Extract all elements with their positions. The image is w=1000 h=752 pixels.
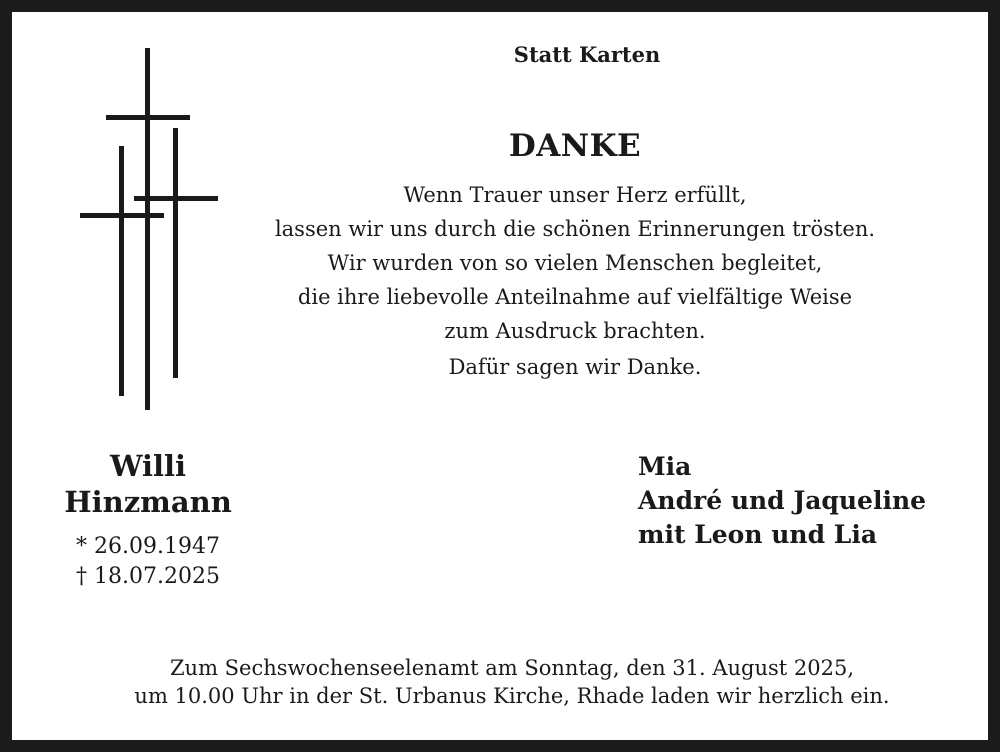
death-date: † 18.07.2025	[76, 564, 220, 589]
family-signature	[638, 450, 988, 552]
family-member: Mia	[638, 452, 692, 481]
deceased-last-name: Hinzmann	[64, 485, 232, 519]
family-member: André und Jaqueline	[638, 486, 927, 515]
verse-line: zum Ausdruck brachten.	[444, 319, 706, 343]
mass-notice	[12, 654, 1000, 710]
notice-line: Zum Sechswochenseelenamt am Sonntag, den 31. August 2025,	[169, 656, 855, 680]
family-member: mit Leon und Lia	[638, 520, 878, 549]
verse-line: Wir wurden von so vielen Menschen begleitet,	[327, 251, 823, 275]
verse-line: Wenn Trauer unser Herz erfüllt,	[403, 183, 747, 207]
verse-text	[12, 178, 1000, 348]
life-dates	[42, 532, 254, 592]
notice-line: um 10.00 Uhr in der St. Urbanus Kirche, Rhade laden wir herzlich ein.	[134, 684, 890, 708]
deceased-first-name: Willi	[109, 449, 187, 483]
obituary-card	[12, 12, 988, 740]
deceased-name	[42, 448, 254, 520]
page-title: DANKE	[508, 128, 642, 164]
closing-line: Dafür sagen wir Danke.	[448, 355, 702, 379]
header-statt-karten: Statt Karten	[513, 42, 661, 67]
birth-date: * 26.09.1947	[76, 534, 220, 559]
verse-line: die ihre liebevolle Anteilnahme auf vielfältige Weise	[297, 285, 853, 309]
verse-line: lassen wir uns durch die schönen Erinnerungen trösten.	[274, 217, 876, 241]
